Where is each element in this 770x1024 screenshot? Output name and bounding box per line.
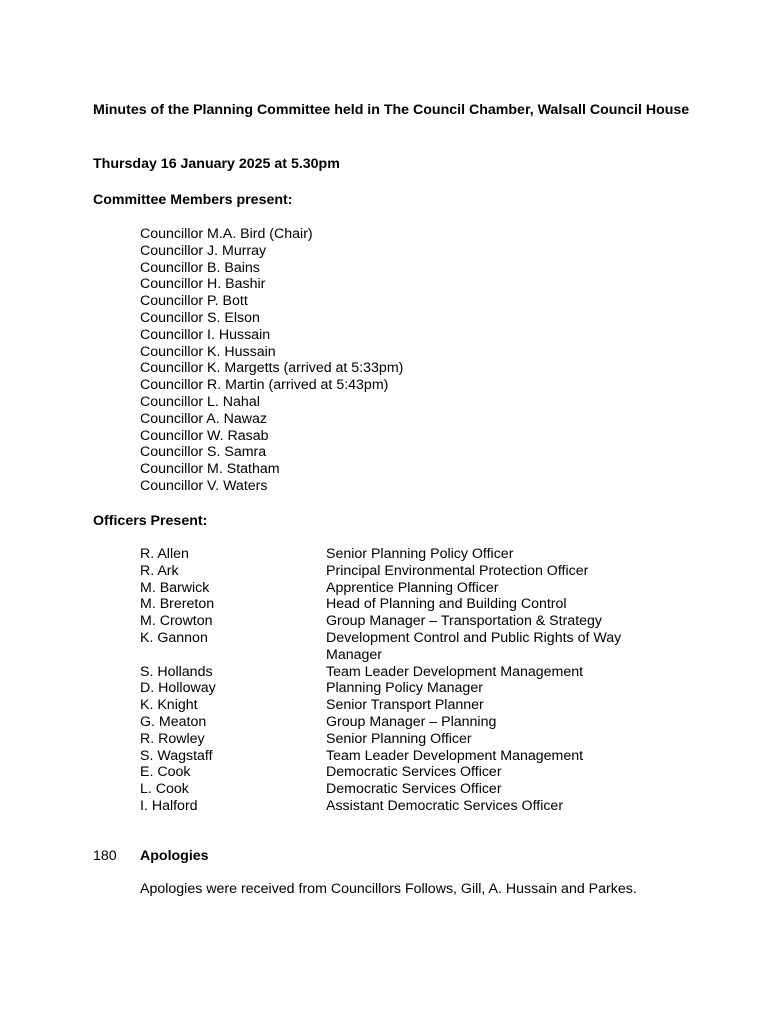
officer-name: G. Meaton: [140, 713, 207, 730]
officer-name: L. Cook: [140, 781, 189, 798]
member-item: Councillor S. Elson: [140, 309, 260, 326]
member-item: Councillor M.A. Bird (Chair): [140, 226, 313, 242]
member-item: Councillor I. Hussain: [140, 326, 271, 343]
officer-name: R. Allen: [140, 546, 189, 562]
member-item: Councillor V. Waters: [140, 477, 268, 494]
officer-row: [140, 580, 700, 597]
officer-row: [140, 563, 700, 580]
member-item: Councillor S. Samra: [140, 444, 267, 461]
officer-role: Development Control and Public Rights of Way Manager: [326, 629, 622, 663]
officer-row: [140, 748, 700, 765]
officer-name: I. Halford: [140, 797, 198, 814]
officer-role: Assistant Democratic Services Officer: [326, 797, 564, 814]
officer-row: [140, 680, 700, 697]
meeting-date: Thursday 16 January 2025 at 5.30pm: [93, 156, 340, 172]
member-item: Councillor H. Bashir: [140, 276, 266, 293]
officer-name: E. Cook: [140, 764, 191, 781]
member-item: Councillor M. Statham: [140, 461, 280, 478]
officer-name: M. Brereton: [140, 596, 215, 613]
document-title: Minutes of the Planning Committee held in The Council Chamber, Walsall Council House: [93, 102, 690, 118]
officer-name: K. Gannon: [140, 629, 208, 646]
member-item: Councillor L. Nahal: [140, 393, 260, 410]
officer-name: M. Barwick: [140, 579, 210, 596]
officer-role: Team Leader Development Management: [326, 663, 584, 680]
member-item: Councillor A. Nawaz: [140, 410, 267, 427]
officer-name: M. Crowton: [140, 613, 213, 630]
officer-role: Senior Planning Officer: [326, 730, 472, 747]
officer-row: [140, 664, 700, 681]
officers-table: [140, 546, 700, 815]
officer-name: R. Ark: [140, 562, 179, 579]
officer-role: Democratic Services Officer: [326, 764, 502, 781]
officer-role: Senior Transport Planner: [326, 697, 484, 714]
officer-role: Apprentice Planning Officer: [326, 579, 499, 596]
members-heading: Committee Members present:: [93, 192, 293, 208]
member-item: Councillor J. Murray: [140, 242, 267, 259]
officer-row: [140, 630, 700, 664]
officer-role: Group Manager – Planning: [326, 713, 497, 730]
members-list: [140, 226, 403, 495]
officer-role: Planning Policy Manager: [326, 680, 483, 697]
officers-heading: Officers Present:: [93, 513, 208, 529]
officer-role: Team Leader Development Management: [326, 747, 584, 764]
officer-row: [140, 613, 700, 630]
officer-row: [140, 731, 700, 748]
officer-row: [140, 596, 700, 613]
officer-role: Head of Planning and Building Control: [326, 596, 567, 613]
officer-row: [140, 781, 700, 798]
section-heading: Apologies: [140, 848, 209, 864]
officer-name: R. Rowley: [140, 730, 205, 747]
member-item: Councillor K. Hussain: [140, 343, 276, 360]
section-body: Apologies were received from Councillors Follows, Gill, A. Hussain and Parkes.: [140, 881, 637, 897]
section-number: 180: [93, 848, 117, 864]
officer-role: Democratic Services Officer: [326, 781, 502, 798]
officer-name: K. Knight: [140, 697, 198, 714]
officer-name: S. Hollands: [140, 663, 213, 680]
officer-row: [140, 764, 700, 781]
member-item: Councillor R. Martin (arrived at 5:43pm): [140, 377, 389, 394]
officer-row: [140, 546, 700, 563]
officer-role: Senior Planning Policy Officer: [326, 546, 514, 562]
officer-role: Principal Environmental Protection Officer: [326, 562, 589, 579]
member-item: Councillor K. Margetts (arrived at 5:33pm): [140, 360, 404, 377]
member-item: Councillor W. Rasab: [140, 427, 269, 444]
member-item: Councillor P. Bott: [140, 293, 248, 310]
officer-row: [140, 798, 700, 815]
officer-row: [140, 714, 700, 731]
officer-role: Group Manager – Transportation & Strategy: [326, 613, 603, 630]
officer-name: S. Wagstaff: [140, 747, 213, 764]
officer-name: D. Holloway: [140, 680, 216, 697]
member-item: Councillor B. Bains: [140, 259, 260, 276]
officer-row: [140, 697, 700, 714]
